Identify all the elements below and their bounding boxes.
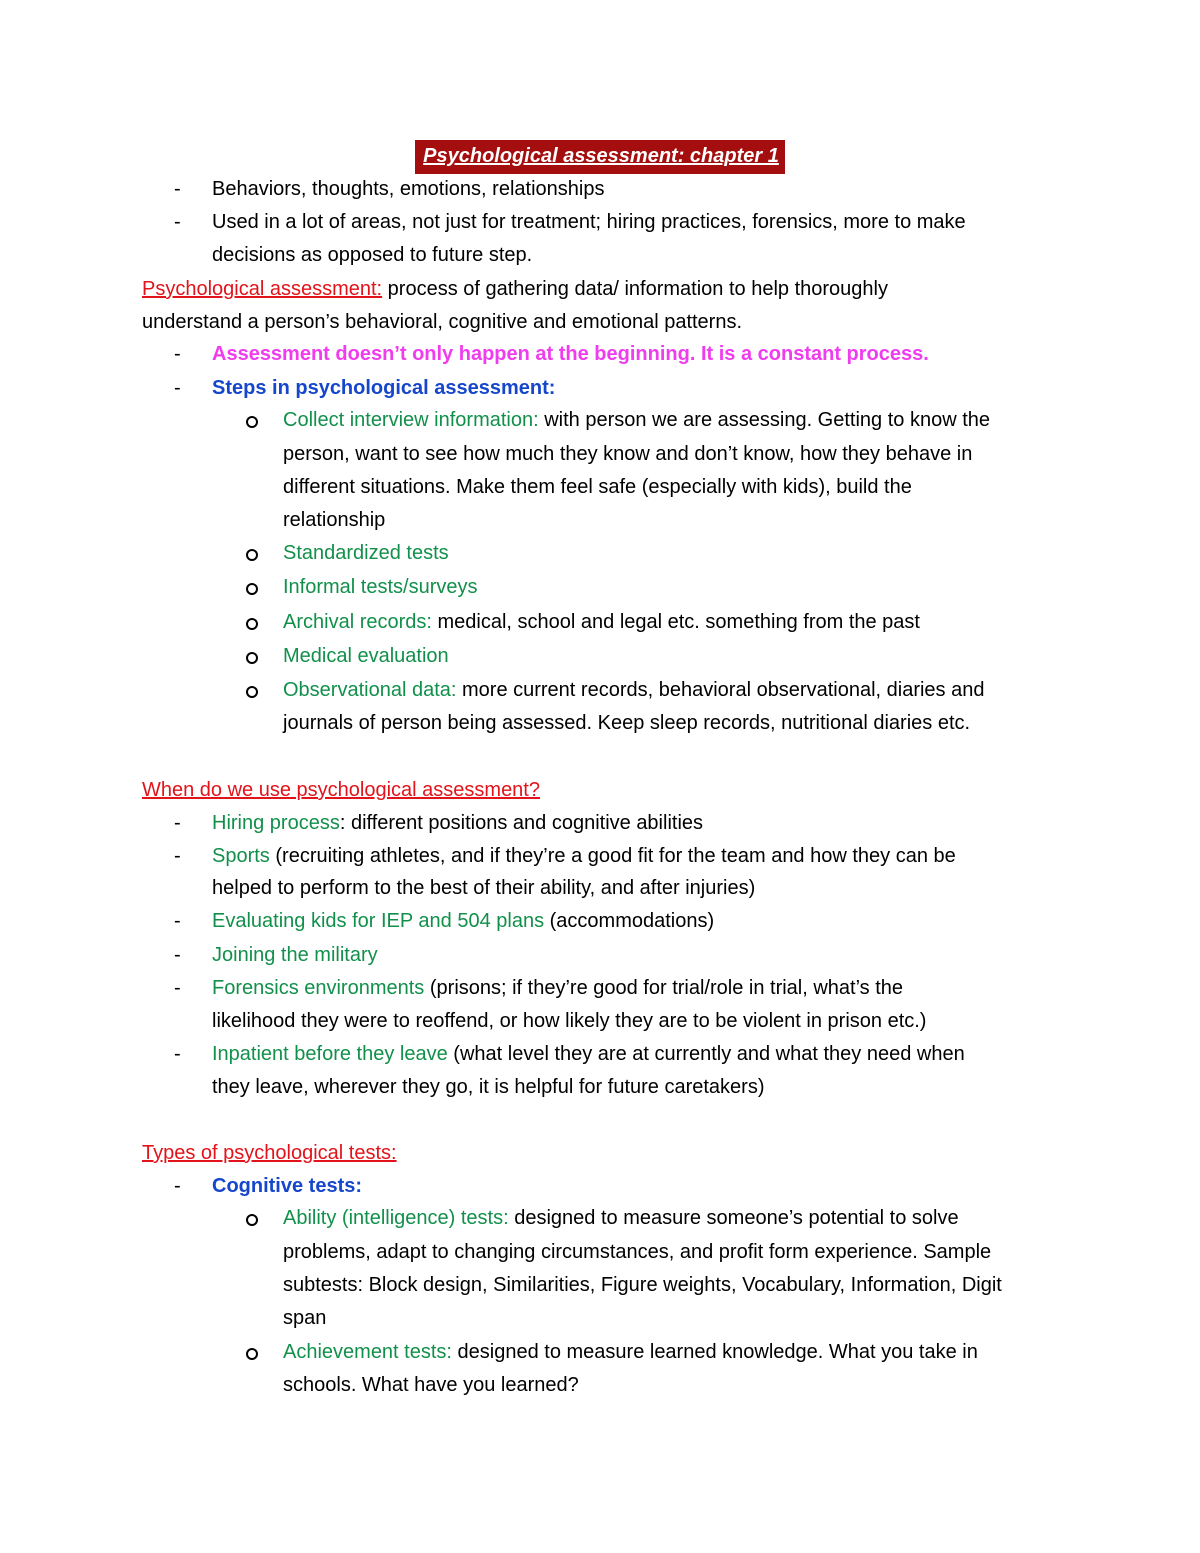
when-heading: When do we use psychological assessment? xyxy=(142,779,540,801)
circle-bullet-icon xyxy=(246,416,258,428)
circle-bullet-icon xyxy=(246,618,258,630)
dash-bullet: - xyxy=(174,178,181,200)
definition-term: Psychological assessment: xyxy=(142,278,383,300)
step-collect-cont-3: relationship xyxy=(283,509,386,531)
dash-bullet: - xyxy=(174,977,181,999)
step-collect-cont-1: person, want to see how much they know and don’t know, how they behave in xyxy=(283,443,973,465)
circle-bullet-icon xyxy=(246,1348,258,1360)
document-title: Psychological assessment: chapter 1 xyxy=(417,142,783,172)
types-ability-cont-3: span xyxy=(283,1307,327,1329)
circle-bullet-icon xyxy=(246,1214,258,1226)
circle-bullet-icon xyxy=(246,686,258,698)
dash-bullet: - xyxy=(174,944,181,966)
dash-bullet: - xyxy=(174,343,181,365)
types-ability-cont-2: subtests: Block design, Similarities, Figure weights, Vocabulary, Information, Digit xyxy=(283,1274,1002,1296)
when-forensics-cont: likelihood they were to reoffend, or how likely they are to be violent in prison etc.) xyxy=(212,1010,927,1032)
dash-bullet: - xyxy=(174,812,181,834)
dash-bullet: - xyxy=(174,1175,181,1197)
dash-bullet: - xyxy=(174,211,181,233)
when-inpatient-cont: they leave, wherever they go, it is helpful for future caretakers) xyxy=(212,1076,765,1098)
definition-line-1: Psychological assessment: process of gathering data/ information to help thoroughly xyxy=(142,278,888,300)
title-wrap xyxy=(0,142,1200,172)
dash-bullet: - xyxy=(174,377,181,399)
step-collect-cont-2: different situations. Make them feel safe (especially with kids), build the xyxy=(283,476,912,498)
dash-bullet: - xyxy=(174,845,181,867)
types-heading: Types of psychological tests: xyxy=(142,1142,397,1164)
when-sports-cont: helped to perform to the best of their ability, and after injuries) xyxy=(212,877,756,899)
step-observational-cont: journals of person being assessed. Keep sleep records, nutritional diaries etc. xyxy=(283,712,971,734)
types-ability-cont-1: problems, adapt to changing circumstances, and profit form experience. Sample xyxy=(283,1241,992,1263)
circle-bullet-icon xyxy=(246,652,258,664)
definition-line-2: understand a person’s behavioral, cognitive and emotional patterns. xyxy=(142,311,743,333)
circle-bullet-icon xyxy=(246,549,258,561)
circle-bullet-icon xyxy=(246,583,258,595)
types-achievement-cont: schools. What have you learned? xyxy=(283,1374,579,1396)
dash-bullet: - xyxy=(174,1043,181,1065)
dash-bullet: - xyxy=(174,910,181,932)
intro-item-2-cont: decisions as opposed to future step. xyxy=(212,244,533,266)
document-page: Psychological assessment: chapter 1 - Behaviors, thoughts, emotions, relationships - Used in a lot of areas, not just for treatment; hiring practices, forensics, more to make decisions as opposed to future step. Psychological assessment: process of gathering data/ information to help thoroughly understand a person’s behavioral, cognitive and emotional patterns. - Assessment doesn’t only happen at the beginning. It is a constant process. - Steps in psychological assessment: Collect interview information: with person we are assessing. Getting to know the person, want to see how much they know and don’t know, how they behave in different situations. Make them feel safe (especially with kids), build the relationship Standardized tests Informal tests/surveys Archival records: medical, school and legal etc. something from the past Medical evaluation Observational data: more current records, behavioral observational, diaries and journals of person being assessed. Keep sleep records, nutritional diaries etc. When do we use psychological assessment? - Hiring process: different positions and cognitive abilities - Sports (recruiting athletes, and if they’re a good fit for the team and how they can be helped to perform to the best of their ability, and after injuries) - Evaluating kids for IEP and 504 plans (accommodations) - Joining the military - Forensics environments (prisons; if they’re good for trial/role in trial, what’s the likelihood they were to reoffend, or how likely they are to be violent in prison etc.) - Inpatient before they leave (what level they are at currently and what they need when they leave, wherever they go, it is helpful for future caretakers) Types of psychological tests: - Cognitive tests: Ability (intelligence) tests: designed to measure someone’s potential to solve problems, adapt to changing circumstances, and profit form experience. Sample subtests: Block design, Similarities, Figure weights, Vocabulary, Information, Digit span Achievement tests: designed to measure learned knowledge. What you take in schools. What have you learned? xyxy=(0,0,1200,1553)
